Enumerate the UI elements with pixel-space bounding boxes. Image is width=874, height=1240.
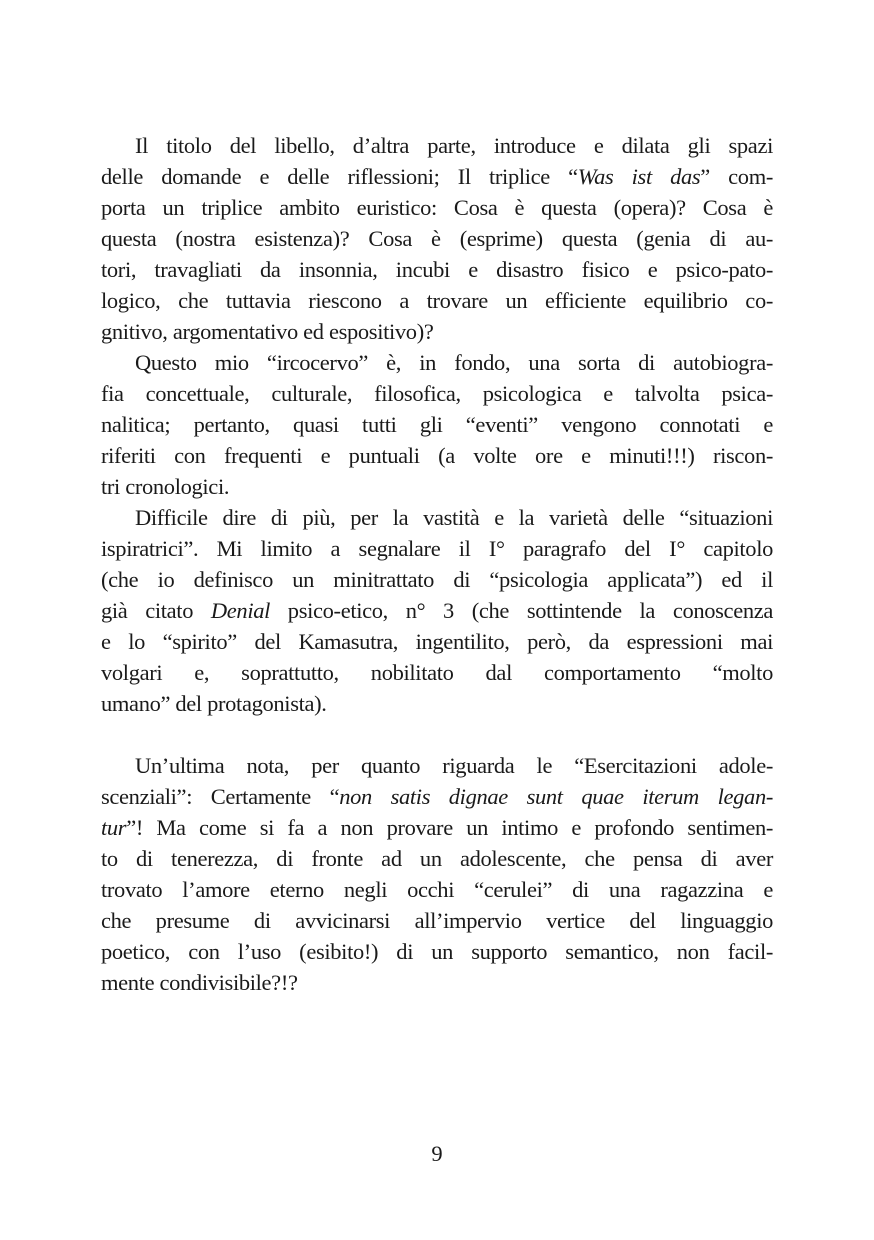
paragraph-spacer [101, 719, 773, 750]
paragraph-2 [101, 347, 773, 502]
text-line: ispiratrici”. Mi limito a segnalare il I° paragrafo del I° capitolo [101, 536, 773, 561]
text-line: (che io definisco un minitrattato di “psicologia applicata”) ed il [101, 567, 773, 592]
text-line: tur”! Ma come si fa a non provare un intimo e profondo sentimen- [101, 815, 773, 840]
text-line: Il titolo del libello, d’altra parte, introduce e dilata gli spazi [135, 133, 773, 158]
text-line: Questo mio “ircocervo” è, in fondo, una sorta di autobiogra- [135, 350, 773, 375]
italic-phrase: Was ist das [577, 164, 701, 189]
paragraph-1 [101, 130, 773, 347]
text-line: Un’ultima nota, per quanto riguarda le “Esercitazioni adole- [135, 753, 773, 778]
text-line: fia concettuale, culturale, filosofica, psicologica e talvolta psica- [101, 381, 773, 406]
page-number: 9 [431, 1141, 443, 1166]
page-body [101, 130, 773, 998]
text-line: porta un triplice ambito euristico: Cosa è questa (opera)? Cosa è [101, 195, 773, 220]
text-line: nalitica; pertanto, quasi tutti gli “eventi” vengono connotati e [101, 412, 773, 437]
paragraph-3 [101, 502, 773, 719]
text-line: scenziali”: Certamente “non satis dignae sunt quae iterum legan- [101, 784, 773, 809]
text-line: già citato Denial psico-etico, n° 3 (che sottintende la conoscenza [101, 598, 774, 623]
text-line: tori, travagliati da insonnia, incubi e disastro fisico e psico-pato- [101, 257, 773, 282]
italic-word: Denial [210, 598, 271, 623]
text-line: umano” del protagonista). [101, 691, 327, 716]
latin-quote: non satis dignae sunt quae iterum legan- [339, 784, 773, 809]
text-line: trovato l’amore eterno negli occhi “cerulei” di una ragazzina e [101, 877, 773, 902]
text-line: logico, che tuttavia riescono a trovare un efficiente equilibrio co- [101, 288, 773, 313]
paragraph-4 [101, 750, 773, 998]
text-line: mente condivisibile?!? [101, 970, 298, 995]
text-line: gnitivo, argomentativo ed espositivo)? [101, 319, 434, 344]
text-line: che presume di avvicinarsi all’impervio vertice del linguaggio [101, 908, 773, 933]
text-line: Difficile dire di più, per la vastità e la varietà delle “situazioni [135, 505, 773, 530]
text-line: questa (nostra esistenza)? Cosa è (esprime) questa (genia di au- [101, 226, 773, 251]
text-line: riferiti con frequenti e puntuali (a volte ore e minuti!!!) riscon- [101, 443, 773, 468]
text-line: poetico, con l’uso (esibito!) di un supporto semantico, non facil- [101, 939, 773, 964]
text-line: e lo “spirito” del Kamasutra, ingentilito, però, da espressioni mai [101, 629, 773, 654]
text-line: tri cronologici. [101, 474, 230, 499]
text-line: delle domande e delle riflessioni; Il triplice “Was ist das” com- [101, 164, 773, 189]
text-line: to di tenerezza, di fronte ad un adolescente, che pensa di aver [101, 846, 773, 871]
text-line: volgari e, soprattutto, nobilitato dal comportamento “molto [101, 660, 773, 685]
latin-quote: tur [101, 815, 127, 840]
